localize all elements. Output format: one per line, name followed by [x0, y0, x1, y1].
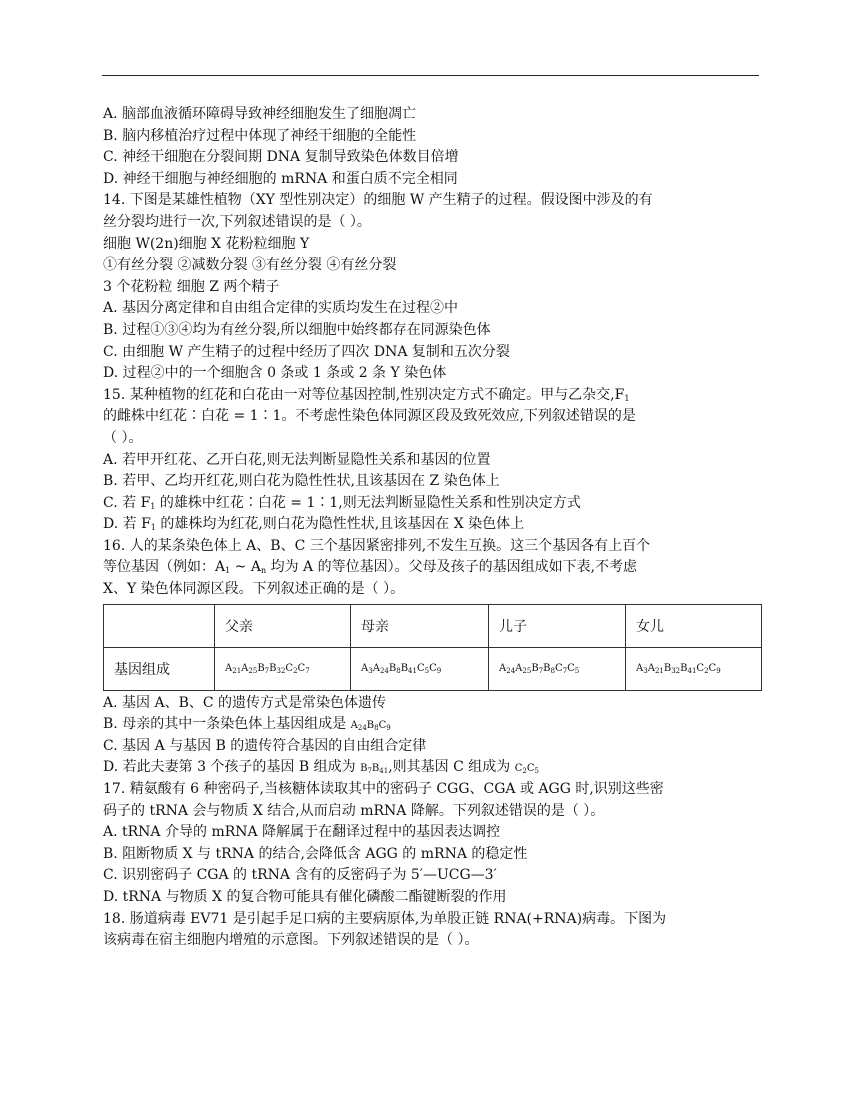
q16-option-d: D. 若此夫妻第 3 个孩子的基因 B 组成为 $B_7B_{41}$,则其基因 C 组成为 $C_2C_5$	[103, 759, 539, 776]
question-line: ①有丝分裂 ②减数分裂 ③有丝分裂 ④有丝分裂	[103, 257, 397, 274]
q15-stem-line: 15. 某种植物的红花和白花由一对等位基因控制,性别决定方式不确定。甲与乙杂交$,F_1$	[103, 386, 630, 403]
q15-option-c: C. 若 $F_1$ 的雄株中红花∶白花 = 1∶1,则无法判断显隐性关系和性别决定方式	[103, 494, 581, 511]
table-header-row	[104, 604, 762, 647]
question-line: B. 脑内移植治疗过程中体现了神经干细胞的全能性	[103, 127, 417, 144]
table-row	[104, 647, 762, 690]
q15-stem-line: 的雌株中红花∶白花 = 1∶1。不考虑性染色体同源区段及致死效应,下列叙述错误的是	[103, 408, 636, 425]
genotype-cell: $A_{21}A_{25}B_7B_{32}C_2C_7$	[215, 647, 351, 690]
genotype-table	[103, 604, 762, 691]
table-header-cell: 母亲	[351, 604, 489, 647]
question-line: 17. 精氨酸有 6 种密码子,当核糖体读取其中的密码子 CGG、CGA 或 AGG 时,识别这些密	[103, 781, 664, 798]
genotype-text: $A_{24}B_8C_9$	[350, 720, 391, 733]
question-line: B. 过程①③④均为有丝分裂,所以细胞中始终都存在同源染色体	[103, 321, 491, 338]
question-line: A. 基因分离定律和自由组合定律的实质均发生在过程②中	[103, 300, 459, 317]
question-line: 细胞 W(2n)细胞 X 花粉粒细胞 Y	[103, 235, 310, 252]
question-line: C. 神经干细胞在分裂间期 DNA 复制导致染色体数目倍增	[103, 149, 459, 166]
question-line: B. 阻断物质 X 与 tRNA 的结合,会降低含 AGG 的 mRNA 的稳定性	[103, 845, 528, 862]
table-header-cell: 女儿	[626, 604, 762, 647]
question-16	[103, 536, 763, 779]
questions-17-18	[103, 779, 763, 952]
q15-option-d: D. 若 $F_1$ 的雄株均为红花,则白花为隐性性状,且该基因在 X 染色体上	[103, 516, 525, 533]
q16-option-c: C. 基因 A 与基因 B 的遗传符合基因的自由组合定律	[103, 737, 427, 754]
genotype-cell: $A_{24}A_{25}B_7B_8C_7C_5$	[489, 647, 626, 690]
q15-option-a: A. 若甲开红花、乙开白花,则无法判断显隐性关系和基因的位置	[103, 451, 491, 468]
document-body	[103, 104, 763, 952]
genotype-cell: $A_3A_{24}B_8B_{41}C_5C_9$	[351, 647, 489, 690]
question-line: D. 神经干细胞与神经细胞的 mRNA 和蛋白质不完全相同	[103, 170, 458, 187]
table-header-cell	[104, 604, 215, 647]
table-header-cell: 父亲	[215, 604, 351, 647]
genotype-text: $C_2C_5$	[514, 763, 539, 776]
question-line: 码子的 tRNA 会与物质 X 结合,从而启动 mRNA 降解。下列叙述错误的是（ ）。	[103, 802, 605, 819]
q15-option-b: B. 若甲、乙均开红花,则白花为隐性性状,且该基因在 Z 染色体上	[103, 473, 500, 490]
question-line: 18. 肠道病毒 EV71 是引起手足口病的主要病原体,为单股正链 RNA(+RNA)病毒。下图为	[103, 910, 667, 927]
question-line: D. 过程②中的一个细胞含 0 条或 1 条或 2 条 Y 染色体	[103, 365, 447, 382]
q16-stem-line: 等位基因（例如：$A_1$ ~ $A_n$ 均为 A 的等位基因）。父母及孩子的基因组成如下表,不考虑	[103, 559, 638, 576]
question-line: 丝分裂均进行一次,下列叙述错误的是（ ）。	[103, 213, 371, 230]
questions-13-14	[103, 104, 763, 385]
table-header-cell: 儿子	[489, 604, 626, 647]
question-line: A. tRNA 介导的 mRNA 降解属于在翻译过程中的基因表达调控	[103, 824, 501, 841]
q15-stem-line: （ ）。	[103, 429, 143, 446]
genotype-cell: $A_3A_{21}B_{32}B_{41}C_2C_9$	[626, 647, 762, 690]
question-line: 3 个花粉粒 细胞 Z 两个精子	[103, 278, 280, 295]
question-line: A. 脑部血液循环障碍导致神经细胞发生了细胞凋亡	[103, 106, 417, 122]
question-line: D. tRNA 与物质 X 的复合物可能具有催化磷酸二酯键断裂的作用	[103, 889, 507, 905]
q16-stem-line: 16. 人的某条染色体上 A、B、C 三个基因紧密排列,不发生互换。这三个基因各有上百个	[103, 537, 651, 554]
question-line: 14. 下图是某雄性植物（XY 型性别决定）的细胞 W 产生精子的过程。假设图中涉及的有	[103, 192, 653, 209]
question-line: C. 识别密码子 CGA 的 tRNA 含有的反密码子为 5′—UCG—3′	[103, 867, 497, 884]
q16-option-a: A. 基因 A、B、C 的遗传方式是常染色体遗传	[103, 694, 387, 711]
table-row-label: 基因组成	[104, 647, 215, 690]
genotype-text: $B_7B_{41}$	[360, 763, 389, 776]
question-line: 该病毒在宿主细胞内增殖的示意图。下列叙述错误的是（ ）。	[103, 932, 479, 949]
q16-option-b: B. 母亲的其中一条染色体上基因组成是 $A_{24}B_8C_9$	[103, 716, 391, 733]
q16-stem-line: X、Y 染色体同源区段。下列叙述正确的是（ ）。	[103, 581, 405, 598]
question-15	[103, 385, 763, 536]
question-line: C. 由细胞 W 产生精子的过程中经历了四次 DNA 复制和五次分裂	[103, 343, 510, 360]
header-rule	[102, 75, 759, 76]
